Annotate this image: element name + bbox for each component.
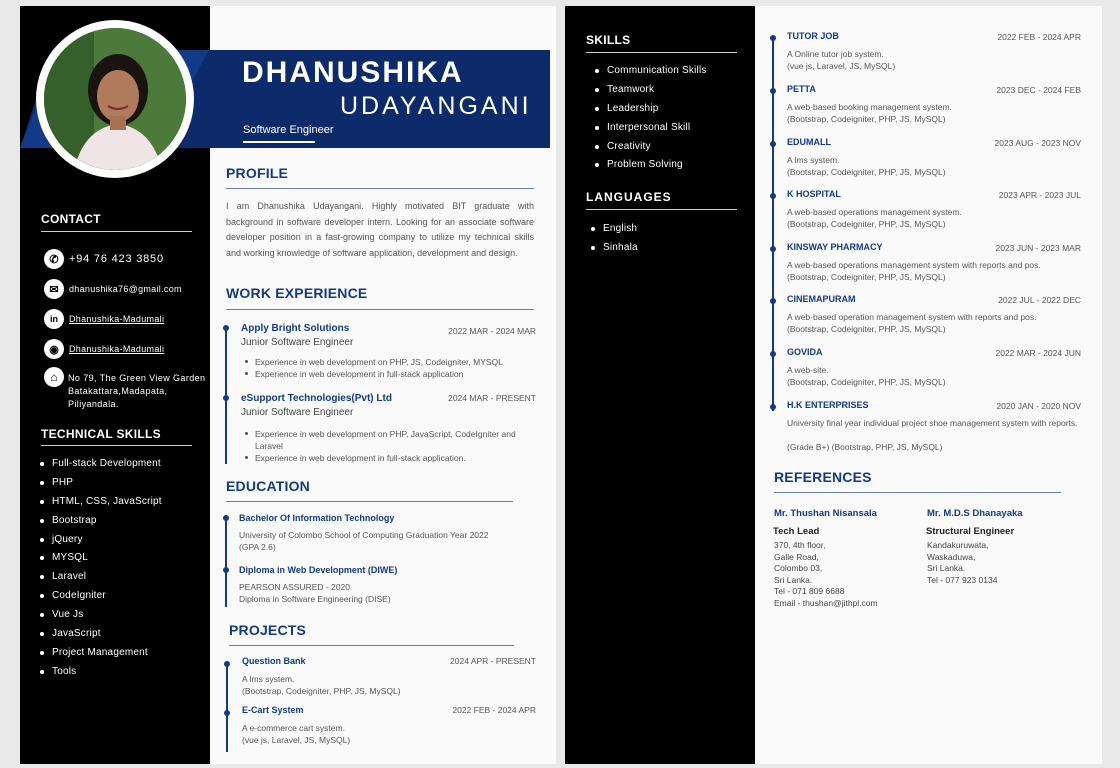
work-company: eSupport Technologies(Pvt) Ltd (241, 393, 392, 404)
profile-text: I am Dhanushika Udayangani. Highly motivated BIT graduate with background in software developer intern. Looking for an associate software developer position in a fast-growing company to utilize my technical skills and working knowledge of software application, development and design. (226, 201, 534, 258)
education-title: Diploma in Web Development (DIWE) (239, 565, 398, 575)
project-title: EDUMALL (787, 137, 831, 147)
languages-heading: LANGUAGES (586, 190, 672, 204)
project-line: University final year individual project shoe management system with reports. (787, 418, 1078, 428)
project-line: (Bootstrap, Codeigniter, PHP, JS, MySQL) (242, 686, 401, 696)
project-line: (Bootstrap, Codeigniter, PHP, JS, MySQL) (787, 377, 946, 387)
project-line: A web-based operations management system with reports and pos. (787, 260, 1041, 270)
technical-skill-item: jQuery (40, 534, 162, 553)
projects-heading: PROJECTS (229, 622, 307, 638)
education-line: Diploma in Software Engineering (DISE) (239, 594, 391, 604)
project-title: CINEMAPURAM (787, 294, 856, 304)
skills-heading: SKILLS (586, 33, 631, 47)
technical-skills-list (40, 458, 162, 685)
job-title-underline (243, 141, 315, 143)
linkedin-link[interactable]: Dhanushika-Madumali (69, 314, 165, 324)
reference-role: Structural Engineer (926, 526, 1015, 537)
projects-timeline (226, 664, 228, 752)
language-item: Sinhala (591, 242, 638, 261)
contact-github[interactable] (44, 339, 164, 359)
projects-dot-2 (224, 710, 230, 716)
project-dot (770, 88, 776, 94)
project-dot (770, 246, 776, 252)
contact-email[interactable] (44, 279, 182, 299)
address-text: No 79, The Green View Garden Batakattara,Madapata, Piliyandala. (68, 373, 206, 409)
project-title: GOVIDA (787, 347, 823, 357)
project-date: 2023 APR - 2023 JUL (998, 190, 1081, 200)
reference-line: Waskaduwa, (927, 551, 976, 562)
email-icon: ✉ (44, 279, 64, 299)
profile-photo (44, 28, 186, 170)
education-line: PEARSON ASSURED - 2020 (239, 582, 351, 592)
job-title: Software Engineer (243, 124, 334, 136)
project-line: (vue js, Laravel, JS, MySQL) (787, 61, 896, 71)
project-title: H.K ENTERPRISES (787, 400, 869, 410)
skill-item: Leadership (595, 103, 707, 122)
projects-dot-1 (224, 661, 230, 667)
education-line: (GPA 2.6) (239, 542, 276, 552)
last-name: UDAYANGANI (340, 92, 532, 120)
education-heading: EDUCATION (226, 478, 310, 494)
project-title: Question Bank (242, 656, 306, 666)
project-title: PETTA (787, 84, 816, 94)
project-line: A Online tutor job system. (787, 49, 884, 59)
skill-item: Problem Solving (595, 159, 707, 178)
reference-line: 370, 4th floor, (774, 540, 826, 550)
skill-item: Creativity (595, 141, 707, 160)
project-line: (Grade B+) (Bootstrap, PHP, JS, MySQL) (787, 441, 943, 452)
project-title: K HOSPITAL (787, 189, 841, 199)
work-bullet: Experience in web development on PHP, JS, Codeigniter, MYSQL (243, 356, 543, 368)
technical-skill-item: CodeIgniter (40, 590, 162, 609)
technical-skill-item: MYSQL (40, 552, 162, 571)
reference-lines (774, 540, 878, 610)
resume-page-1 (20, 6, 556, 764)
reference-line: Tel - 071 809 6688 (774, 586, 845, 597)
project-date: 2022 FEB - 2024 APR (452, 705, 536, 715)
work-bullet: Experience in web development on PHP, JavaScript, CodeIgniter and Laravel (243, 428, 543, 452)
project-line: A e-commerce cart system. (242, 723, 345, 733)
project-line: (vue js, Laravel, JS, MySQL) (242, 735, 351, 745)
project-dot (770, 35, 776, 41)
profile-divider (226, 188, 534, 189)
project-line: A web-based operation management system with reports and pos. (787, 312, 1037, 322)
reference-line: Colombo 03, (774, 563, 823, 574)
project-dot (770, 193, 776, 199)
reference-line: Sri Lanka. (774, 574, 813, 585)
work-heading: WORK EXPERIENCE (226, 285, 368, 301)
project-title: E-Cart System (242, 705, 304, 715)
project-title: KINSWAY PHARMACY (787, 242, 883, 252)
technical-skills-heading: TECHNICAL SKILLS (41, 427, 161, 441)
email-text: dhanushika76@gmail.com (69, 284, 182, 294)
technical-skill-item: JavaScript (40, 628, 162, 647)
profile-heading: PROFILE (226, 165, 289, 181)
project-dot (770, 298, 776, 304)
references-heading: REFERENCES (774, 469, 872, 485)
technical-skill-item: Full-stack Development (40, 458, 162, 477)
technical-skill-item: Tools (40, 666, 162, 685)
project-dot (770, 404, 776, 410)
project-line: A web-site. (787, 365, 829, 375)
github-link[interactable]: Dhanushika-Madumali (69, 344, 165, 354)
project-date: 2022 FEB - 2024 APR (997, 32, 1081, 42)
education-timeline (225, 519, 227, 607)
project-date: 2022 JUL - 2022 DEC (998, 295, 1081, 305)
project-title: TUTOR JOB (787, 31, 839, 41)
languages-divider (586, 209, 737, 210)
project-date: 2020 JAN - 2020 NOV (996, 401, 1081, 411)
work-company: Apply Bright Solutions (241, 323, 350, 334)
work-bullets (243, 356, 543, 380)
language-item: English (591, 223, 638, 242)
education-divider (226, 501, 513, 502)
reference-name: Mr. M.D.S Dhanayaka (927, 508, 1023, 519)
project-line: (Bootstrap, Codeigniter, PHP, JS, MySQL) (787, 167, 946, 177)
technical-skill-item: Laravel (40, 571, 162, 590)
reference-line: Email - thushan@jithpl.com (774, 597, 878, 608)
linkedin-icon: in (44, 309, 64, 329)
project-line: (Bootstrap, Codeigniter, PHP, JS, MySQL) (787, 272, 946, 282)
work-date: 2024 MAR - PRESENT (448, 393, 536, 403)
work-date: 2022 MAR - 2024 MAR (448, 326, 536, 336)
education-line: University of Colombo School of Computing Graduation Year 2022 (239, 530, 489, 540)
work-bullets (243, 428, 543, 464)
technical-skills-divider (41, 445, 192, 446)
project-line: A lms system. (787, 155, 840, 165)
languages-list (591, 223, 638, 261)
first-name: DHANUSHIKA (242, 56, 464, 89)
skills-divider (586, 52, 737, 53)
phone-text: +94 76 423 3850 (69, 253, 164, 265)
project-dot (770, 351, 776, 357)
project-dot (770, 141, 776, 147)
github-icon: ◉ (44, 339, 64, 359)
skills-list (595, 65, 707, 178)
technical-skill-item: PHP (40, 477, 162, 496)
work-dot-2 (223, 395, 229, 401)
work-bullet: Experience in web development in full-stack application (243, 368, 543, 380)
project-line: A web-based operations management system. (787, 207, 962, 217)
reference-name: Mr. Thushan Nisansala (774, 508, 877, 519)
education-dot-1 (223, 515, 229, 521)
contact-divider (41, 231, 192, 232)
education-dot-2 (223, 567, 229, 573)
reference-line: Galle Road, (774, 551, 819, 562)
reference-role: Tech Lead (773, 526, 820, 537)
skill-item: Interpersonal Skill (595, 122, 707, 141)
contact-heading: CONTACT (41, 212, 101, 226)
project-date: 2023 JUN - 2023 MAR (995, 243, 1081, 253)
technical-skill-item: Bootstrap (40, 515, 162, 534)
references-divider (774, 492, 1061, 493)
reference-lines (927, 540, 997, 586)
project-line: (Bootstrap, Codeigniter, PHP, JS, MySQL) (787, 114, 946, 124)
work-role: Junior Software Engineer (241, 337, 354, 348)
contact-linkedin[interactable] (44, 309, 164, 329)
work-role: Junior Software Engineer (241, 407, 354, 418)
project-line: A web-based booking management system. (787, 102, 952, 112)
profile-photo-illustration (44, 28, 186, 170)
reference-line: Tel - 077 923 0134 (927, 574, 998, 585)
contact-phone[interactable] (44, 249, 164, 269)
technical-skill-item: Project Management (40, 647, 162, 666)
education-title: Bachelor Of Information Technology (239, 513, 395, 523)
phone-icon: ✆ (44, 249, 64, 269)
project-line: (Bootstrap, Codeigniter, PHP, JS, MySQL) (787, 324, 946, 334)
technical-skill-item: Vue Js (40, 609, 162, 628)
reference-line: Kandakuruwata, (927, 540, 989, 550)
project-date: 2022 MAR - 2024 JUN (995, 348, 1081, 358)
reference-line: Sri Lanka. (927, 563, 966, 574)
resume-page-2 (565, 6, 1102, 764)
skill-item: Teamwork (595, 84, 707, 103)
work-bullet: Experience in web development in full-stack application. (243, 452, 543, 464)
skill-item: Communication Skills (595, 65, 707, 84)
contact-address (44, 367, 69, 387)
project-date: 2024 APR - PRESENT (450, 656, 536, 666)
work-divider (226, 309, 534, 310)
project-line: (Bootstrap, Codeigniter, PHP, JS, MySQL) (787, 219, 946, 229)
technical-skill-item: HTML, CSS, JavaScript (40, 496, 162, 515)
projects-divider (229, 645, 514, 646)
work-dot-1 (223, 325, 229, 331)
project-date: 2023 AUG - 2023 NOV (994, 138, 1081, 148)
home-icon: ⌂ (44, 367, 64, 387)
project-line: A lms system. (242, 674, 295, 684)
project-date: 2023 DEC - 2024 FEB (996, 85, 1081, 95)
